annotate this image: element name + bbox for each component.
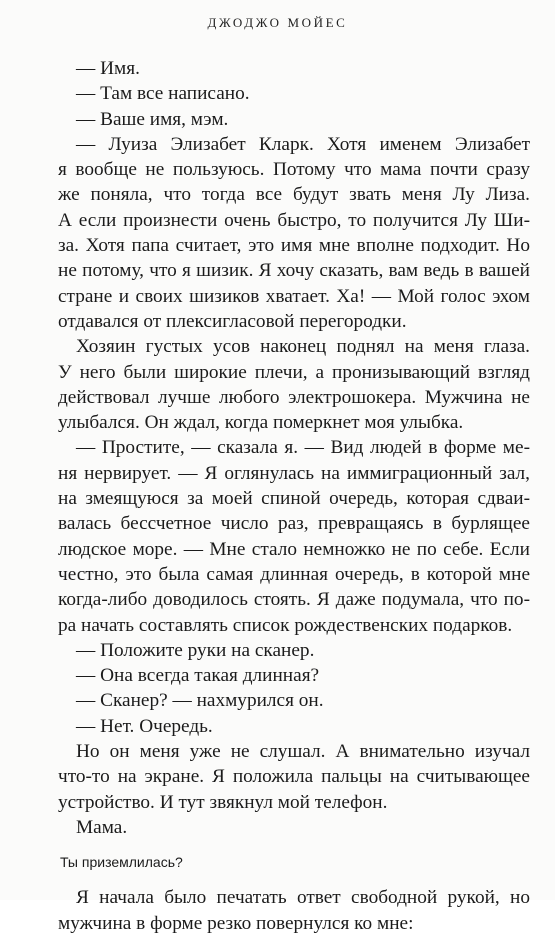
running-header: ДЖОДЖО МОЙЕС [207,15,348,30]
text-line: — Там все написано. [76,83,250,105]
sms-message: Ты приземлилась? [60,854,183,871]
text-line: — Луиза Элизабет Кларк. Хотя именем Элизабет [76,133,530,155]
page-text [58,56,530,936]
text-line: улыбался. Он ждал, когда померкнет моя улыбка. [58,412,464,434]
text-line: ня нервирует. — Я оглянулась на иммиграционный зал, [58,462,530,484]
text-line: отдавался от плексигласовой перегородки. [58,310,407,332]
text-line: Я начала было печатать ответ свободной рукой, но [76,887,530,909]
text-line: — Она всегда такая длинная? [76,665,320,687]
text-line: мужчина в форме резко повернулся ко мне: [58,912,414,934]
text-line: — Ваше имя, мэм. [76,108,229,130]
main-text-block [58,56,530,840]
text-line: А если произнести очень быстро, то получится Лу Ши- [58,209,530,231]
text-line: У него были широкие плечи, а пронизывающий взгляд [58,361,530,383]
text-line: стране и своих шизиков хватает. Ха! — Мой голос эхом [58,285,530,307]
text-line: Мама. [76,816,128,838]
text-line: честно, это была самая длинная очередь, в которой мне [58,563,530,585]
text-line: когда-либо доводилось стоять. Я даже подумала, что по- [58,589,530,611]
text-line: — Простите, — сказала я. — Вид людей в форме ме- [76,437,530,459]
text-line: — Сканер? — нахмурился он. [76,690,324,712]
text-line: ра начать составлять список рождественских подарков. [58,614,513,636]
text-line: действовал лучше любого электрошокера. Мужчина не [58,386,530,408]
text-line: же поняла, что тогда все будут звать меня Лу Лиза. [58,184,530,206]
text-line: Но он меня уже не слушал. А внимательно изучал [76,741,530,763]
text-line: не потому, что я шизик. Я хочу сказать, вам ведь в вашей [58,260,530,282]
text-line: валась бессчетное число раз, превращаясь в бурлящее [58,513,530,535]
text-line: я вообще не пользуюсь. Потому что мама почти сразу [58,159,530,181]
text-line: что-то на экране. Я положила пальцы на считывающее [58,766,530,788]
text-line: людское море. — Мне стало немножко не по себе. Если [58,538,530,560]
text-line: Хозяин густых усов наконец поднял на меня глаза. [76,336,530,358]
text-line: за. Хотя папа считает, это имя мне вполне подходит. Но [58,235,530,257]
spacer [58,840,530,850]
text-line: устройство. И тут звякнул мой телефон. [58,791,388,813]
text-line: — Положите руки на сканер. [76,639,315,661]
text-line: на змеящуюся за моей спиной очередь, которая сдваи- [58,488,530,510]
spacer [58,875,530,885]
closing-text-block [58,885,530,936]
text-line: — Имя. [76,58,140,79]
text-line: — Нет. Очередь. [76,715,213,737]
